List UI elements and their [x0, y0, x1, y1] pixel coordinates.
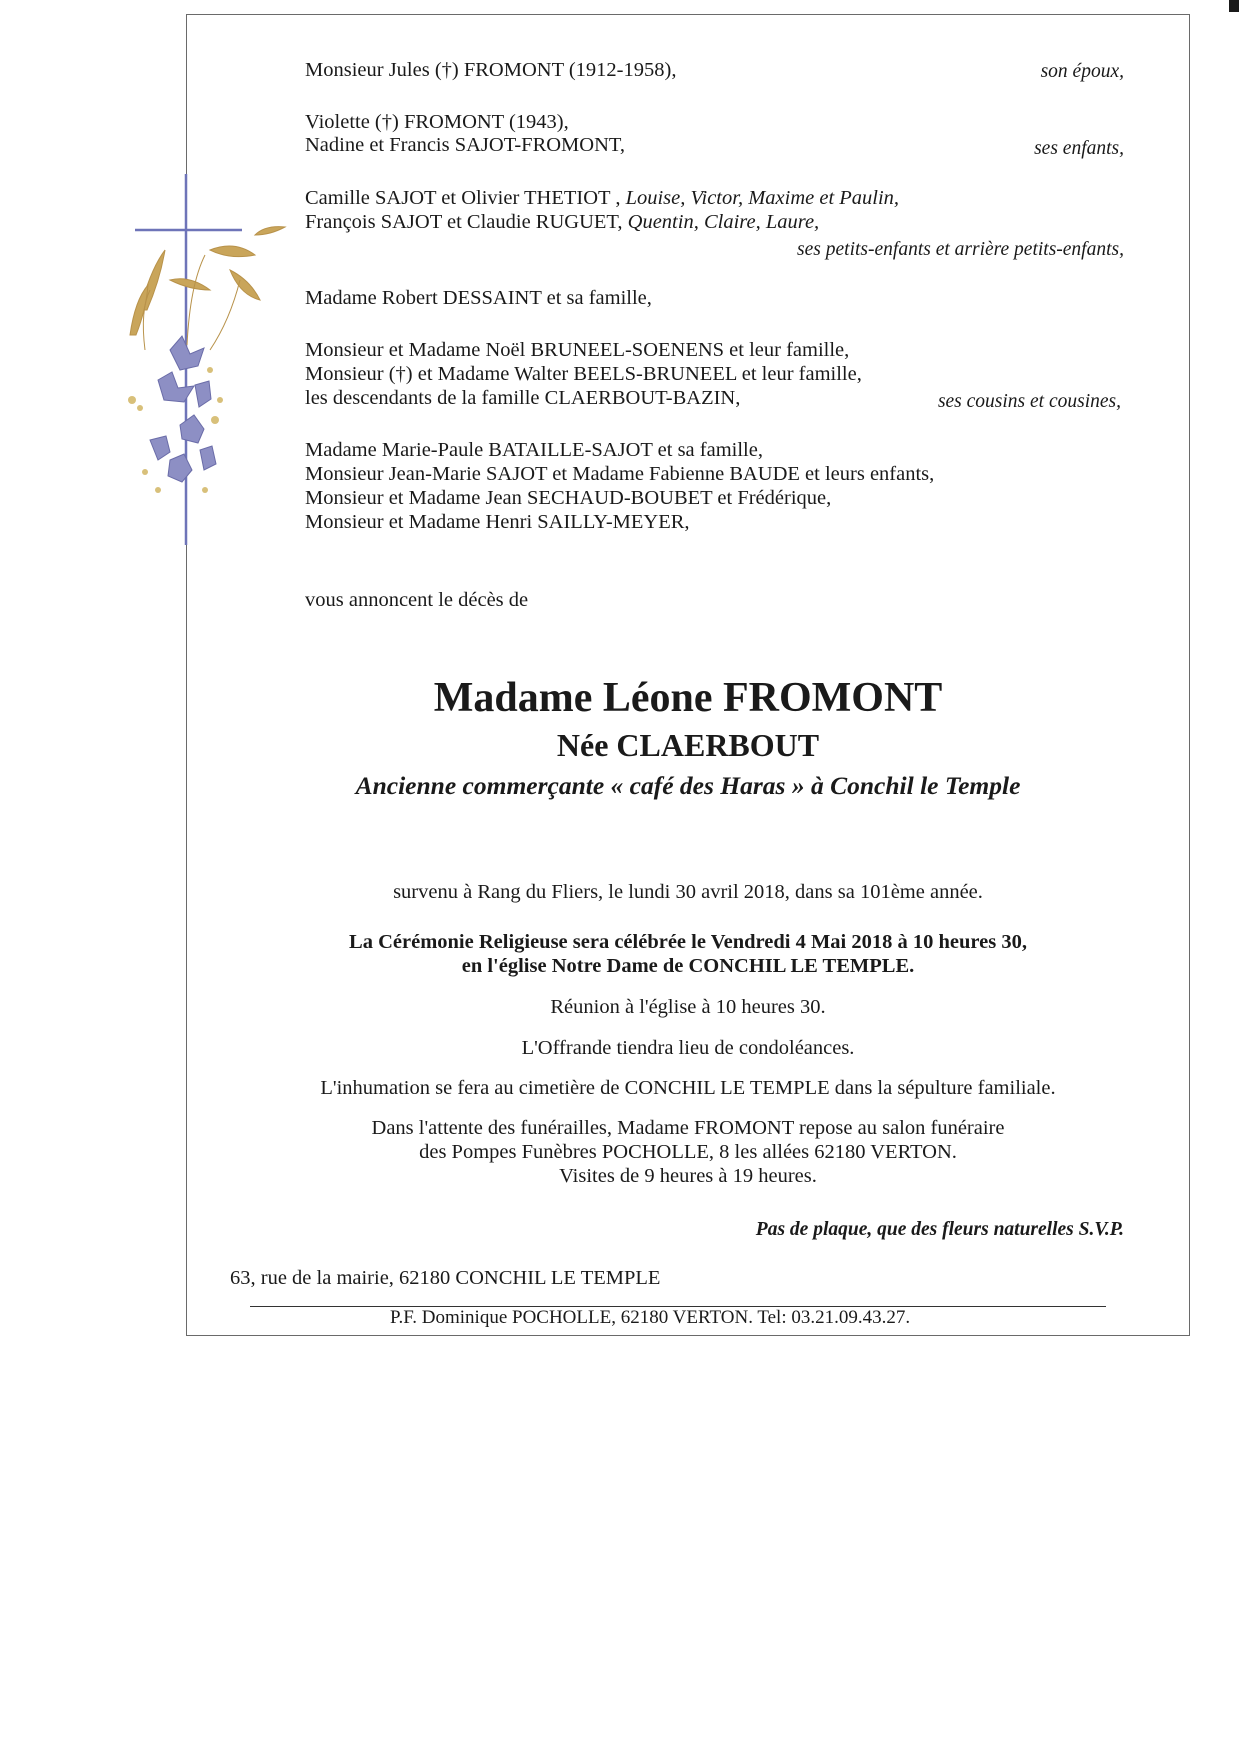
other-line-3: Monsieur et Madame Jean SECHAUD-BOUBET et Frédérique, [305, 487, 832, 509]
flowers-note: Pas de plaque, que des fleurs naturelles S.V.P. [755, 1219, 1124, 1240]
child-line-2: Nadine et Francis SAJOT-FROMONT, [305, 134, 626, 156]
cross-icon [110, 160, 300, 550]
address-line: 63, rue de la mairie, 62180 CONCHIL LE TEMPLE [230, 1267, 661, 1289]
other-line-4: Monsieur et Madame Henri SAILLY-MEYER, [305, 511, 690, 533]
deceased-maiden-name: Née CLAERBOUT [556, 727, 820, 763]
rest-line-1: Dans l'attente des funérailles, Madame FROMONT repose au salon funéraire [371, 1117, 1005, 1139]
children-role: ses enfants, [1034, 138, 1124, 159]
scan-corner-mark [1229, 0, 1239, 12]
deceased-occupation: Ancienne commerçante « café des Haras » à Conchil le Temple [355, 771, 1021, 800]
other-line-1: Madame Marie-Paule BATAILLE-SAJOT et sa famille, [305, 439, 763, 461]
cousin-line-3: les descendants de la famille CLAERBOUT-BAZIN, [305, 387, 741, 409]
wheat-flower-ornament [130, 227, 285, 350]
dessaint-line: Madame Robert DESSAINT et sa famille, [305, 287, 652, 309]
child-line-1: Violette (†) FROMONT (1943), [305, 111, 569, 133]
offering-line: L'Offrande tiendra lieu de condoléances. [521, 1037, 855, 1059]
grandchildren-role: ses petits-enfants et arrière petits-enfants, [797, 239, 1124, 260]
burial-line: L'inhumation se fera au cimetière de CONCHIL LE TEMPLE dans la sépulture familiale. [320, 1077, 1056, 1099]
footer-funeral-home: P.F. Dominique POCHOLLE, 62180 VERTON. Tel: 03.21.09.43.27. [390, 1307, 911, 1328]
cousin-line-1: Monsieur et Madame Noël BRUNEEL-SOENENS et leur famille, [305, 339, 850, 361]
rest-line-2: des Pompes Funèbres POCHOLLE, 8 les allées 62180 VERTON. [419, 1141, 957, 1163]
other-line-2: Monsieur Jean-Marie SAJOT et Madame Fabienne BAUDE et leurs enfants, [305, 463, 935, 485]
ceremony-line-1: La Cérémonie Religieuse sera célébrée le Vendredi 4 Mai 2018 à 10 heures 30, [349, 931, 1027, 953]
announce-line: vous annoncent le décès de [305, 589, 529, 611]
great-grandchildren-1: Louise, Victor, Maxime et Paulin, [625, 187, 900, 209]
grandchild-line-2 [305, 210, 819, 234]
great-grandchildren-2: Quentin, Claire, Laure, [627, 211, 820, 233]
cousin-line-2: Monsieur (†) et Madame Walter BEELS-BRUNEEL et leur famille, [305, 363, 862, 385]
grandchild-names-1: Camille SAJOT et Olivier THETIOT , [305, 187, 621, 209]
death-line: survenu à Rang du Fliers, le lundi 30 avril 2018, dans sa 101ème année. [393, 881, 983, 903]
deceased-name: Madame Léone FROMONT [433, 675, 943, 721]
grandchild-line-1 [305, 186, 899, 210]
visits-line: Visites de 9 heures à 19 heures. [559, 1165, 817, 1187]
meeting-line: Réunion à l'église à 10 heures 30. [550, 996, 826, 1018]
ceremony-line-2: en l'église Notre Dame de CONCHIL LE TEMPLE. [461, 955, 915, 977]
spouse-line: Monsieur Jules (†) FROMONT (1912-1958), [305, 59, 677, 81]
grandchild-names-2: François SAJOT et Claudie RUGUET, [305, 211, 623, 233]
cousins-role: ses cousins et cousines, [937, 391, 1121, 412]
flowers [150, 336, 216, 482]
spouse-role: son époux, [1040, 61, 1124, 82]
